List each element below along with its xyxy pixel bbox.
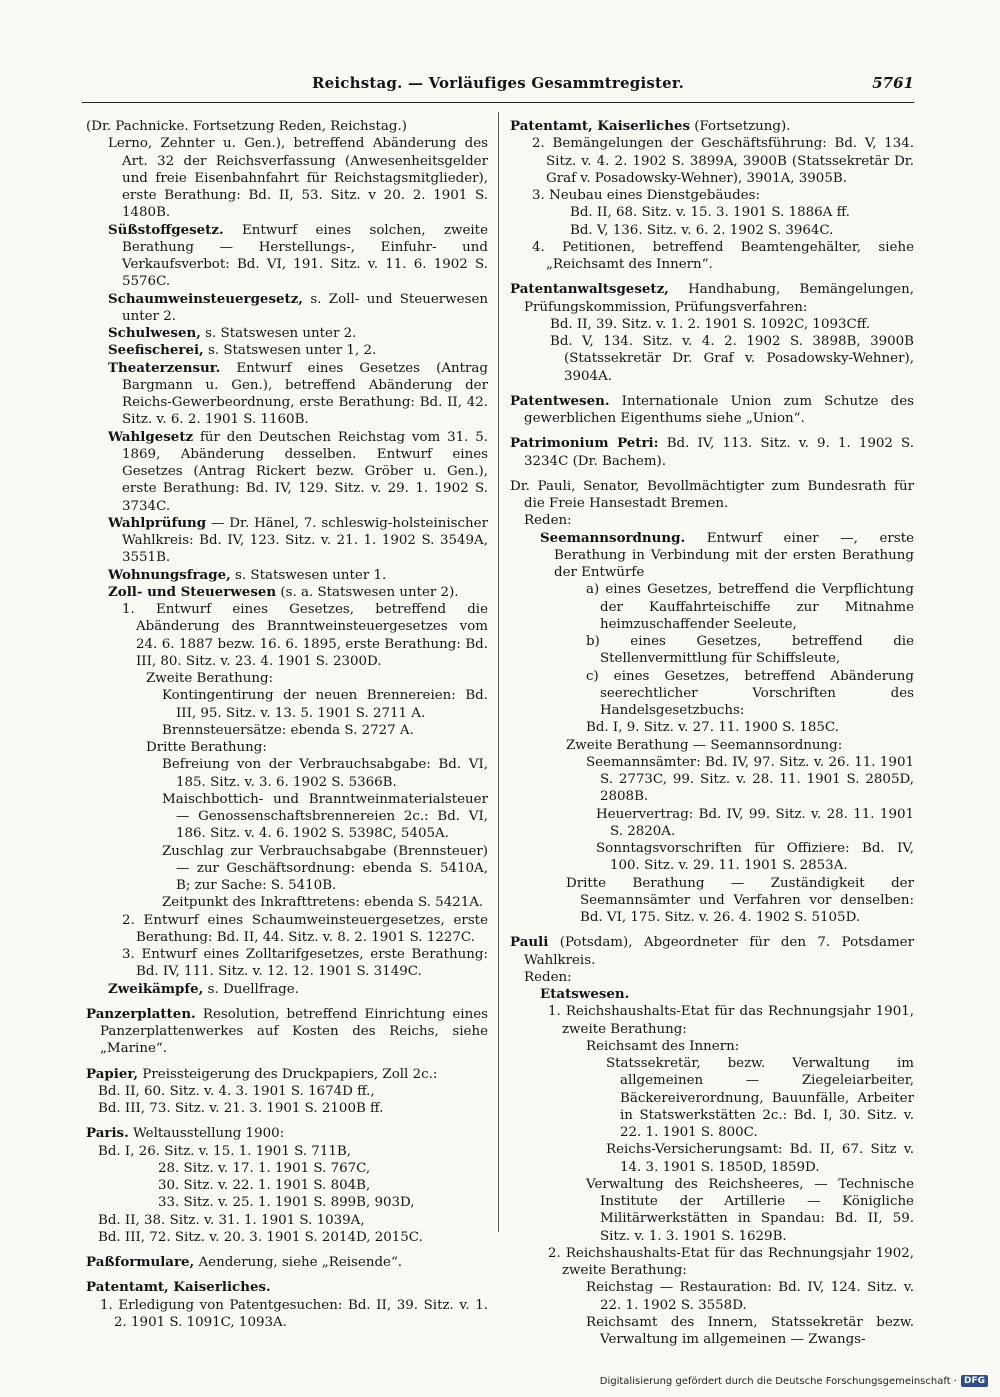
index-entry xyxy=(86,1279,488,1296)
entry-text: Sonntagsvorschriften für Offiziere: Bd. IV, 100. Sitz. v. 29. 11. 1901 S. 2853A. xyxy=(596,841,914,874)
entry-text: Dritte Berathung: xyxy=(146,740,267,755)
entry-text: 3. Entwurf eines Zolltarifgesetzes, erste Berathung: Bd. IV, 111. Sitz. v. 12. 12. 1901 S. 3149C. xyxy=(122,947,488,980)
entry-text: s. Statswesen unter 1. xyxy=(230,567,387,583)
index-entry xyxy=(510,530,914,582)
entry-text: Statssekretär, bezw. Verwaltung im allgemeinen — Ziegeleiarbeiter, Bäckereiverordnung, Bauunfälle, Arbeiter in Statswerkstätten 2c.: Bd. I, 30. Sitz. v. 22. 1. 1901 S. 800C. xyxy=(606,1056,914,1140)
index-entry xyxy=(86,360,488,429)
index-entry xyxy=(510,1141,914,1176)
entry-text: Entwurf einer —, erste Berathung in Verbindung mit der ersten Berathung der Entwürfe xyxy=(554,530,914,580)
index-entry xyxy=(86,1100,488,1117)
entry-text: 2. Entwurf eines Schaumweinsteuergesetzes, erste Berathung: Bd. II, 44. Sitz. v. 8. 2. 1901 S. 1227C. xyxy=(122,912,488,945)
index-entry xyxy=(86,584,488,601)
entry-text: Aenderung, siehe „Reisende“. xyxy=(194,1255,403,1270)
entry-text: Reichs-Versicherungsamt: Bd. II, 67. Sitz v. 14. 3. 1901 S. 1850D, 1859D. xyxy=(606,1142,914,1175)
entry-text: Bd. I, 9. Sitz. v. 27. 11. 1900 S. 185C. xyxy=(586,720,839,736)
entry-text: Handhabung, Bemängelungen, Prüfungskommission, Prüfungsverfahren: xyxy=(524,282,914,315)
entry-text: 1. Erledigung von Patentgesuchen: Bd. II, 39. Sitz. v. 1. 2. 1901 S. 1091C, 1093A. xyxy=(100,1297,488,1330)
entry-keyword: Seemannsordnung. xyxy=(540,529,686,546)
entry-text: Preissteigerung des Druckpapiers, Zoll 2c.: xyxy=(138,1066,438,1082)
index-entry xyxy=(86,429,488,515)
entry-text: Seemannsämter: Bd. IV, 97. Sitz. v. 26. 11. 1901 S. 2773C, 99. Sitz. v. 28. 11. 1901 S. 2805D, 2808B. xyxy=(586,754,914,805)
entry-text: Reichsamt des Innern, Statssekretär bezw. Verwaltung im allgemeinen — Zwangs- xyxy=(586,1314,914,1347)
index-entry xyxy=(86,946,488,981)
right-column xyxy=(510,118,914,1348)
index-entry xyxy=(510,281,914,316)
index-entry xyxy=(86,1083,488,1100)
index-entry xyxy=(510,737,914,754)
index-entry xyxy=(86,1160,488,1177)
entry-keyword: Etatswesen. xyxy=(540,986,630,1002)
entry-text: — Dr. Hänel, 7. schleswig-holsteinischer Wahlkreis: Bd. IV, 123. Sitz. v. 21. 1. 1902 S. 3549A, 3551B. xyxy=(122,515,488,566)
entry-text: Heuervertrag: Bd. IV, 99. Sitz. v. 28. 11. 1901 S. 2820A. xyxy=(596,806,914,839)
entry-keyword: Patentanwaltsgesetz, xyxy=(510,281,669,298)
index-entry xyxy=(510,1055,914,1141)
entry-text: 30. Sitz. v. 22. 1. 1901 S. 804B, xyxy=(158,1178,371,1193)
entry-text: Reichstag — Restauration: Bd. IV, 124. Sitz. v. 22. 1. 1902 S. 3558D. xyxy=(586,1280,914,1313)
dfg-logo: DFG xyxy=(961,1375,988,1387)
index-entry xyxy=(510,969,914,986)
index-entry xyxy=(86,739,488,756)
index-entry xyxy=(510,1314,914,1349)
index-entry xyxy=(86,894,488,911)
entry-text: 1. Entwurf eines Gesetzes, betreffend die Abänderung des Branntweinsteuergesetzes vom 24. 6. 1887 bezw. 16. 6. 1895, erste Berathung: Bd. III, 80. Sitz. v. 23. 4. 1901 S. 2300D. xyxy=(122,602,488,669)
entry-keyword: Schaumweinsteuergesetz, xyxy=(108,290,303,307)
entry-text: Bd. IV, 113. Sitz. v. 9. 1. 1902 S. 3234C (Dr. Bachem). xyxy=(524,436,914,469)
index-entry xyxy=(510,1279,914,1314)
index-entry xyxy=(86,912,488,947)
index-entry xyxy=(86,222,488,291)
entry-text: Bd. V, 136. Sitz. v. 6. 2. 1902 S. 3964C. xyxy=(570,222,834,238)
index-entry xyxy=(86,687,488,722)
entry-text: Entwurf eines Gesetzes (Antrag Bargmann u. Gen.), betreffend Abänderung der Reichs-Gewerbeordnung, erste Berathung: Bd. II, 42. Sitz. v. 6. 2. 1901 S. 1160B. xyxy=(122,360,488,428)
index-entry xyxy=(86,1297,488,1332)
index-entry xyxy=(510,986,914,1003)
entry-text: Bd. II, 60. Sitz. v. 4. 3. 1901 S. 1674D ff., xyxy=(98,1083,375,1099)
entry-text: (Dr. Pachnicke. Fortsetzung Reden, Reichstag.) xyxy=(86,119,407,134)
entry-text: (Potsdam), Abgeordneter für den 7. Potsdamer Wahlkreis. xyxy=(524,935,914,968)
entry-keyword: Patentamt, Kaiserliches. xyxy=(86,1279,271,1296)
entry-text: Bd. III, 72. Sitz. v. 20. 3. 1901 S. 2014D, 2015C. xyxy=(98,1229,423,1245)
entry-keyword: Panzerplatten. xyxy=(86,1005,196,1022)
index-entry xyxy=(86,342,488,359)
index-entry xyxy=(510,118,914,135)
entry-text: 2. Reichshaushalts-Etat für das Rechnungsjahr 1902, zweite Berathung: xyxy=(548,1245,914,1278)
entry-keyword: Schulwesen, xyxy=(108,325,201,341)
entry-text: (s. a. Statswesen unter 2). xyxy=(276,584,459,600)
index-entry xyxy=(86,135,488,221)
entry-text: Reden: xyxy=(524,969,572,985)
index-entry xyxy=(510,934,914,969)
index-entry xyxy=(510,204,914,221)
index-entry xyxy=(86,791,488,843)
index-entry xyxy=(86,515,488,567)
index-entry xyxy=(86,1194,488,1211)
index-entry xyxy=(86,1229,488,1246)
entry-keyword: Theaterzensur. xyxy=(108,359,221,376)
entry-keyword: Zweikämpfe, xyxy=(108,980,204,997)
entry-text: Brennsteuersätze: ebenda S. 2727 A. xyxy=(162,722,414,738)
index-entry xyxy=(510,1038,914,1055)
entry-text: Bd. II, 39. Sitz. v. 1. 2. 1901 S. 1092C, 1093Cff. xyxy=(550,316,871,332)
entry-text: Befreiung von der Verbrauchsabgabe: Bd. VI, 185. Sitz. v. 3. 6. 1902 S. 5366B. xyxy=(162,757,488,790)
column-divider xyxy=(498,112,499,1232)
index-entry xyxy=(86,670,488,687)
index-entry xyxy=(510,222,914,239)
index-entry xyxy=(510,393,914,428)
entry-keyword: Seefischerei, xyxy=(108,342,204,359)
index-entry xyxy=(86,981,488,998)
index-entry xyxy=(510,840,914,875)
entry-text: s. Zoll- und Steuerwesen unter 2. xyxy=(122,291,488,324)
entry-keyword: Wahlgesetz xyxy=(108,428,194,445)
index-entry xyxy=(510,875,914,927)
entry-text: 28. Sitz. v. 17. 1. 1901 S. 767C, xyxy=(158,1160,371,1176)
index-entry xyxy=(86,843,488,895)
entry-text: Maischbottich- und Branntweinmaterialsteuer — Genossenschaftsbrennereien 2c.: Bd. VI, 186. Sitz. v. 4. 6. 1902 S. 5398C, 5405A. xyxy=(162,791,488,842)
index-entry xyxy=(510,135,914,187)
entry-text: Entwurf eines solchen, zweite Berathung — Herstellungs-, Einfuhr- und Verkaufsverbot: Bd. VI, 191. Sitz. v. 11. 6. 1902 S. 5576C. xyxy=(122,222,488,290)
index-entry xyxy=(510,1176,914,1245)
entry-text: Dritte Berathung — Zuständigkeit der Seemannsämter und Verfahren vor denselben: Bd. VI, 175. Sitz. v. 26. 4. 1902 S. 5105D. xyxy=(566,875,914,925)
entry-text: a) eines Gesetzes, betreffend die Verpflichtung der Kauffahrteischiffe zur Mitnahme heimzuschaffender Seeleute, xyxy=(586,582,914,632)
entry-text: Lerno, Zehnter u. Gen.), betreffend Abänderung des Art. 32 der Reichsverfassung (Anwesenheitsgelder und freie Eisenbahnfahrt für Reichstagsmitglieder), erste Berathung: Bd. II, 53. Sitz. v 20. 2. 1901 S. 1480B. xyxy=(108,136,488,221)
index-entry xyxy=(86,722,488,739)
entry-keyword: Pauli xyxy=(510,934,549,951)
entry-text: 33. Sitz. v. 25. 1. 1901 S. 899B, 903D, xyxy=(158,1195,415,1211)
entry-keyword: Patentwesen. xyxy=(510,392,610,409)
index-entry xyxy=(86,1066,488,1083)
index-entry xyxy=(510,1245,914,1280)
entry-text: Bd. III, 73. Sitz. v. 21. 3. 1901 S. 2100B ff. xyxy=(98,1101,384,1116)
index-entry xyxy=(86,291,488,326)
index-entry xyxy=(510,333,914,385)
entry-text: Bd. I, 26. Sitz. v. 15. 1. 1901 S. 711B, xyxy=(98,1143,351,1159)
index-entry xyxy=(86,1254,488,1271)
entry-text: Zuschlag zur Verbrauchsabgabe (Brennsteuer) — zur Geschäftsordnung: ebenda S. 5410A, B; zur Sache: S. 5410B. xyxy=(162,843,488,893)
entry-text: 3. Neubau eines Dienstgebäudes: xyxy=(532,188,760,203)
entry-text: (Fortsetzung). xyxy=(690,119,791,134)
index-entry xyxy=(510,1003,914,1038)
entry-text: 4. Petitionen, betreffend Beamtengehälter, siehe „Reichsamt des Innern“. xyxy=(532,239,914,272)
index-entry xyxy=(510,239,914,274)
entry-keyword: Patrimonium Petri: xyxy=(510,435,659,452)
entry-text: Kontingentirung der neuen Brennereien: Bd. III, 95. Sitz. v. 13. 5. 1901 S. 2711 A. xyxy=(162,688,488,721)
entry-text: Zeitpunkt des Inkrafttretens: ebenda S. 5421A. xyxy=(162,895,484,911)
entry-text: Reichsamt des Innern: xyxy=(586,1038,740,1054)
footer xyxy=(600,1375,988,1387)
index-entry xyxy=(510,316,914,333)
index-entry xyxy=(510,806,914,841)
footer-credit: Digitalisierung gefördert durch die Deutsche Forschungsgemeinschaft · xyxy=(599,1375,957,1387)
index-entry xyxy=(86,567,488,584)
entry-keyword: Zoll- und Steuerwesen xyxy=(108,583,277,600)
entry-text: s. Statswesen unter 1, 2. xyxy=(203,343,377,359)
index-entry xyxy=(86,1125,488,1142)
entry-text: Resolution, betreffend Einrichtung eines Panzerplattenwerkes auf Kosten des Reichs, siehe „Marine“. xyxy=(100,1006,488,1057)
entry-text: Dr. Pauli, Senator, Bevollmächtigter zum Bundesrath für die Freie Hansestadt Bremen. xyxy=(510,478,914,511)
entry-text: 1. Reichshaushalts-Etat für das Rechnungsjahr 1901, zweite Berathung: xyxy=(548,1004,914,1037)
index-entry xyxy=(86,1212,488,1229)
entry-keyword: Paris. xyxy=(86,1125,129,1142)
entry-text: Zweite Berathung: xyxy=(146,671,274,686)
entry-keyword: Patentamt, Kaiserliches xyxy=(510,118,691,134)
index-entry xyxy=(510,633,914,668)
index-entry xyxy=(86,1006,488,1058)
index-entry xyxy=(510,187,914,204)
entry-text: Bd. V, 134. Sitz. v. 4. 2. 1902 S. 3898B, 3900B (Statssekretär Dr. Graf v. Posadowsky-Wehner), 3904A. xyxy=(550,334,914,384)
page-header xyxy=(82,70,914,103)
index-entry xyxy=(86,1177,488,1194)
page-number: 5761 xyxy=(872,74,914,92)
entry-text: b) eines Gesetzes, betreffend die Stellenvermittlung für Schiffsleute, xyxy=(586,634,914,667)
running-title: Reichstag. — Vorläufiges Gesammtregister. xyxy=(311,74,685,92)
index-entry xyxy=(86,756,488,791)
entry-keyword: Wohnungsfrage, xyxy=(108,566,231,583)
entry-text: Bd. II, 38. Sitz. v. 31. 1. 1901 S. 1039A, xyxy=(98,1212,365,1228)
index-entry xyxy=(510,581,914,633)
entry-keyword: Süßstoffgesetz. xyxy=(108,221,224,238)
entry-text: Weltausstellung 1900: xyxy=(128,1126,285,1142)
entry-text: Reden: xyxy=(524,513,572,529)
index-entry xyxy=(510,719,914,736)
index-entry xyxy=(86,601,488,670)
entry-text: Zweite Berathung — Seemannsordnung: xyxy=(566,737,843,753)
index-entry xyxy=(510,668,914,720)
entry-keyword: Wahlprüfung xyxy=(108,514,207,531)
index-entry xyxy=(86,118,488,135)
entry-text: s. Duellfrage. xyxy=(203,981,299,997)
entry-keyword: Papier, xyxy=(86,1065,139,1082)
entry-text: Internationale Union zum Schutze des gewerblichen Eigenthums siehe „Union“. xyxy=(524,393,914,426)
entry-text: Bd. II, 68. Sitz. v. 15. 3. 1901 S. 1886A ff. xyxy=(570,205,850,221)
entry-text: c) eines Gesetzes, betreffend Abänderung seerechtlicher Vorschriften des Handelsgesetzbuchs: xyxy=(586,668,914,718)
left-column xyxy=(86,118,488,1331)
index-entry xyxy=(510,478,914,513)
entry-text: s. Statswesen unter 2. xyxy=(200,326,357,341)
index-entry xyxy=(510,435,914,470)
entry-text: Verwaltung des Reichsheeres, — Technische Institute der Artillerie — Königliche Militärwerkstätten in Spandau: Bd. II, 59. Sitz. v. 1. 3. 1901 S. 1629B. xyxy=(586,1176,914,1244)
index-entry xyxy=(86,325,488,342)
index-entry xyxy=(86,1143,488,1160)
entry-text: für den Deutschen Reichstag vom 31. 5. 1869, Abänderung desselben. Entwurf eines Gesetzes (Antrag Rickert bezw. Gröber u. Gen.), erste Berathung: Bd. IV, 129. Sitz. v. 29. 1. 1902 S. 3734C. xyxy=(122,429,488,514)
entry-keyword: Paßformulare, xyxy=(86,1254,195,1270)
entry-text: 2. Bemängelungen der Geschäftsführung: Bd. V, 134. Sitz. v. 4. 2. 1902 S. 3899A, 3900B (Statssekretär Dr. Graf v. Posadowsky-Wehner), 3901A, 3905B. xyxy=(532,136,914,186)
index-entry xyxy=(510,512,914,529)
index-entry xyxy=(510,754,914,806)
